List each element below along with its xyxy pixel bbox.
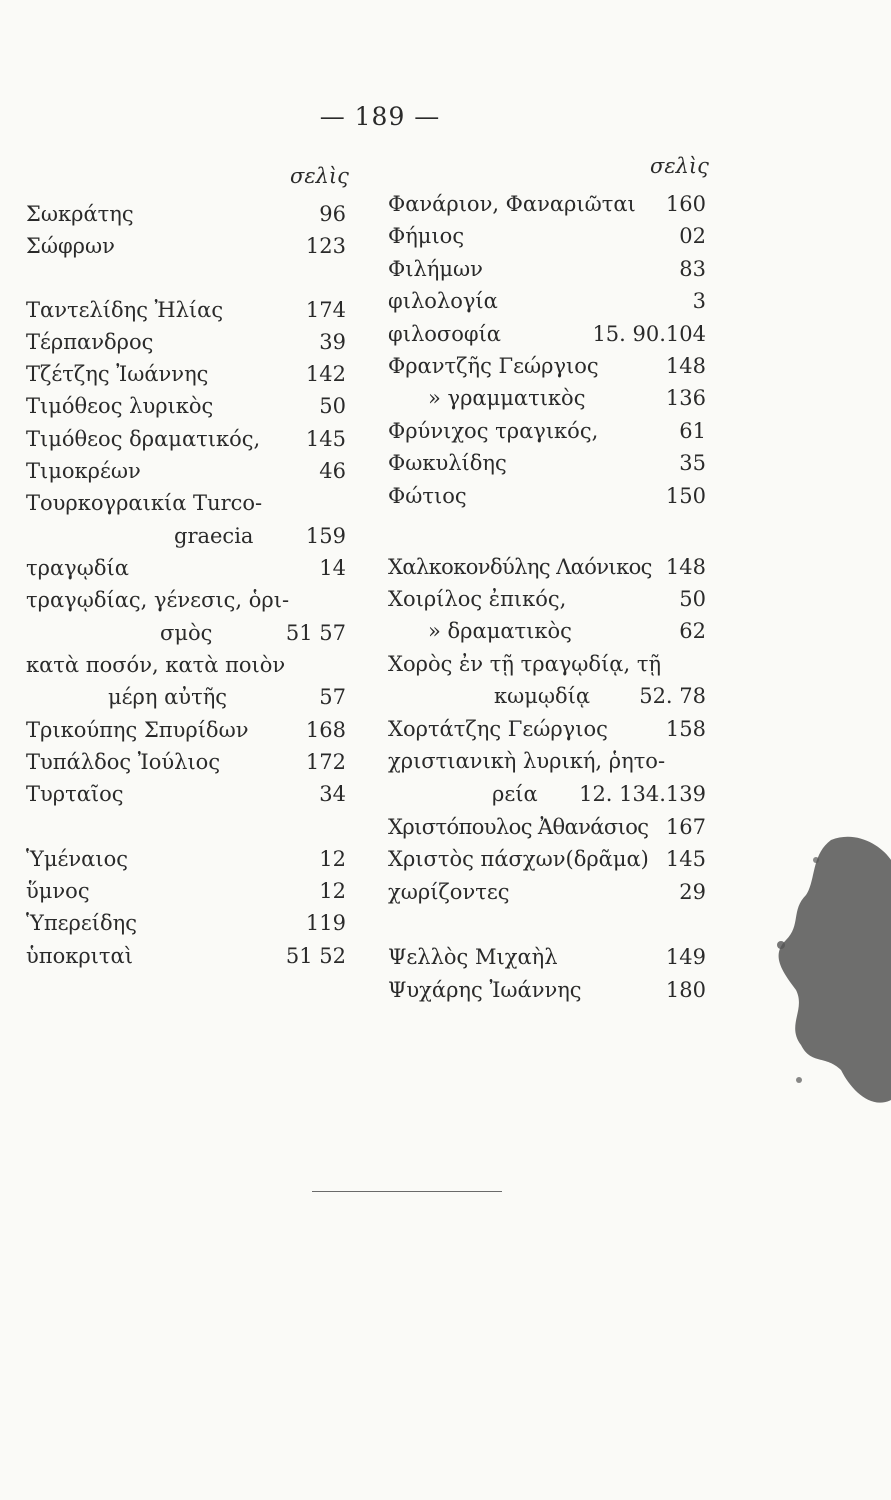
index-entry xyxy=(388,713,706,745)
index-entry xyxy=(26,843,346,875)
index-page: 52. 78 xyxy=(639,684,706,708)
index-page: 148 xyxy=(665,555,706,579)
index-term: τραγῳδία xyxy=(26,556,129,580)
index-page: 14 xyxy=(319,556,346,580)
index-entry xyxy=(26,198,346,230)
index-term: Ὑπερείδης xyxy=(26,911,137,935)
index-term: Χαλκοκονδύλης Λαόνικος xyxy=(388,555,652,579)
index-entry xyxy=(26,649,346,681)
index-term: Τυπάλδος Ἰούλιος xyxy=(26,750,221,774)
index-entry xyxy=(388,415,706,447)
index-page: 29 xyxy=(679,880,706,904)
index-page: 172 xyxy=(305,750,346,774)
index-term: Τουρκογραικία Turco- xyxy=(26,491,263,515)
index-term: κωμῳδίᾳ xyxy=(494,684,591,708)
index-term: Φρύνιχος τραγικός, xyxy=(388,419,599,443)
index-entry xyxy=(388,648,706,680)
page-number: — 189 — xyxy=(319,102,441,131)
index-page: 50 xyxy=(319,394,346,418)
index-term: » γραμματικὸς xyxy=(428,386,586,410)
index-entry xyxy=(388,447,706,479)
index-term: Φραντζῆς Γεώργιος xyxy=(388,354,599,378)
index-page: 83 xyxy=(679,257,706,281)
index-term: ρεία xyxy=(492,782,538,806)
index-term: Τζέτζης Ἰωάννης xyxy=(26,362,209,386)
index-term: Τέρπανδρος xyxy=(26,330,154,354)
index-entry xyxy=(26,714,346,746)
index-page: 174 xyxy=(305,298,346,322)
index-entry xyxy=(26,230,346,262)
index-term: Χορὸς ἐν τῇ τραγῳδίᾳ, τῇ xyxy=(388,652,662,676)
index-entry xyxy=(388,318,706,350)
index-term: Τιμόθεος λυρικὸς xyxy=(26,394,214,418)
index-term: Φήμιος xyxy=(388,224,465,248)
index-page: 3 xyxy=(692,289,706,313)
index-entry xyxy=(26,940,346,972)
index-term: Τρικούπης Σπυρίδων xyxy=(26,718,249,742)
index-term: Φιλήμων xyxy=(388,257,483,281)
index-page: 96 xyxy=(319,202,346,226)
index-page: 158 xyxy=(665,717,706,741)
index-entry xyxy=(388,188,706,220)
index-entry xyxy=(388,974,706,1006)
index-entry xyxy=(26,681,346,713)
index-entry xyxy=(388,615,706,647)
index-term: Φανάριον, Φαναριῶται xyxy=(388,192,636,216)
index-page: 149 xyxy=(665,945,706,969)
index-page: 51 57 xyxy=(285,621,346,645)
index-term: » δραματικὸς xyxy=(428,619,572,643)
index-entry xyxy=(26,584,346,616)
bottom-rule xyxy=(312,1191,502,1192)
index-page: 12. 134.139 xyxy=(579,782,706,806)
index-page: 35 xyxy=(679,451,706,475)
index-page: 02 xyxy=(679,224,706,248)
index-term: Ὑμέναιος xyxy=(26,847,128,871)
index-page: 12 xyxy=(319,847,346,871)
index-entry xyxy=(26,423,346,455)
index-entry xyxy=(388,745,706,777)
index-entry xyxy=(388,941,706,973)
index-term: σμὸς xyxy=(160,621,213,645)
index-term: Σωκράτης xyxy=(26,202,134,226)
index-entry xyxy=(388,811,706,843)
index-page: 62 xyxy=(679,619,706,643)
index-page: 180 xyxy=(665,978,706,1002)
index-page: 150 xyxy=(665,484,706,508)
index-term: Σώφρων xyxy=(26,234,115,258)
index-page: 51 52 xyxy=(285,944,346,968)
index-entry xyxy=(26,875,346,907)
index-term: χριστιανικὴ λυρική, ῥητο- xyxy=(388,749,666,773)
index-page: 160 xyxy=(665,192,706,216)
index-entry xyxy=(26,907,346,939)
ink-stain xyxy=(771,820,891,1120)
index-page: 61 xyxy=(679,419,706,443)
index-page: 57 xyxy=(319,685,346,709)
index-term: Φώτιος xyxy=(388,484,467,508)
index-page: 34 xyxy=(319,782,346,806)
index-term: τραγῳδίας, γένεσις, ὁρι- xyxy=(26,588,290,612)
index-entry xyxy=(388,583,706,615)
index-term: μέρη αὐτῆς xyxy=(108,685,228,709)
index-entry xyxy=(388,285,706,317)
index-term: Τυρταῖος xyxy=(26,782,124,806)
index-page: 39 xyxy=(319,330,346,354)
index-entry xyxy=(26,294,346,326)
index-entry xyxy=(388,253,706,285)
index-entry xyxy=(26,778,346,810)
index-entry xyxy=(26,455,346,487)
index-term: Χορτάτζης Γεώργιος xyxy=(388,717,608,741)
index-page: 119 xyxy=(305,911,346,935)
index-page: 15. 90.104 xyxy=(592,322,706,346)
index-page: 12 xyxy=(319,879,346,903)
index-page: 142 xyxy=(305,362,346,386)
index-entry xyxy=(26,390,346,422)
index-term: φιλοσοφία xyxy=(388,322,501,346)
index-entry xyxy=(388,680,706,712)
index-entry xyxy=(388,382,706,414)
index-entry xyxy=(26,617,346,649)
index-term: graecia xyxy=(174,524,254,548)
index-entry xyxy=(388,876,706,908)
index-term: Ψυχάρης Ἰωάννης xyxy=(388,978,582,1002)
index-page: 168 xyxy=(305,718,346,742)
index-entry xyxy=(388,350,706,382)
index-term: Χοιρίλος ἐπικός, xyxy=(388,587,567,611)
index-term: κατὰ ποσόν, κατὰ ποιὸν xyxy=(26,653,286,677)
index-entry xyxy=(26,552,346,584)
index-page: 148 xyxy=(665,354,706,378)
right-column-header: σελὶς xyxy=(650,154,709,178)
index-page: 50 xyxy=(679,587,706,611)
index-page: 46 xyxy=(319,459,346,483)
index-term: Χριστόπουλος Ἀθανάσιος xyxy=(388,815,649,839)
index-entry xyxy=(388,778,706,810)
index-term: Ταντελίδης Ἠλίας xyxy=(26,298,224,322)
index-term: Ψελλὸς Μιχαὴλ xyxy=(388,945,558,969)
index-entry xyxy=(388,843,706,875)
index-term: φιλολογία xyxy=(388,289,498,313)
index-term: Τιμοκρέων xyxy=(26,459,141,483)
index-entry xyxy=(388,551,706,583)
index-term: ὑποκριταὶ xyxy=(26,944,133,968)
index-entry xyxy=(26,487,346,519)
index-entry xyxy=(388,480,706,512)
index-entry xyxy=(26,520,346,552)
index-term: Τιμόθεος δραματικός, xyxy=(26,427,261,451)
index-page: 136 xyxy=(665,386,706,410)
index-entry xyxy=(26,326,346,358)
index-page: 145 xyxy=(305,427,346,451)
index-page: 159 xyxy=(305,524,346,548)
index-term: χωρίζοντες xyxy=(388,880,510,904)
left-column-header: σελὶς xyxy=(290,164,349,188)
index-term: ὕμνος xyxy=(26,879,90,903)
index-entry xyxy=(26,358,346,390)
index-page: 167 xyxy=(665,815,706,839)
index-term: Φωκυλίδης xyxy=(388,451,507,475)
index-page: 145 xyxy=(665,847,706,871)
index-entry xyxy=(26,746,346,778)
index-entry xyxy=(388,220,706,252)
index-page: 123 xyxy=(305,234,346,258)
index-term: Χριστὸς πάσχων(δρᾶμα) xyxy=(388,847,649,871)
